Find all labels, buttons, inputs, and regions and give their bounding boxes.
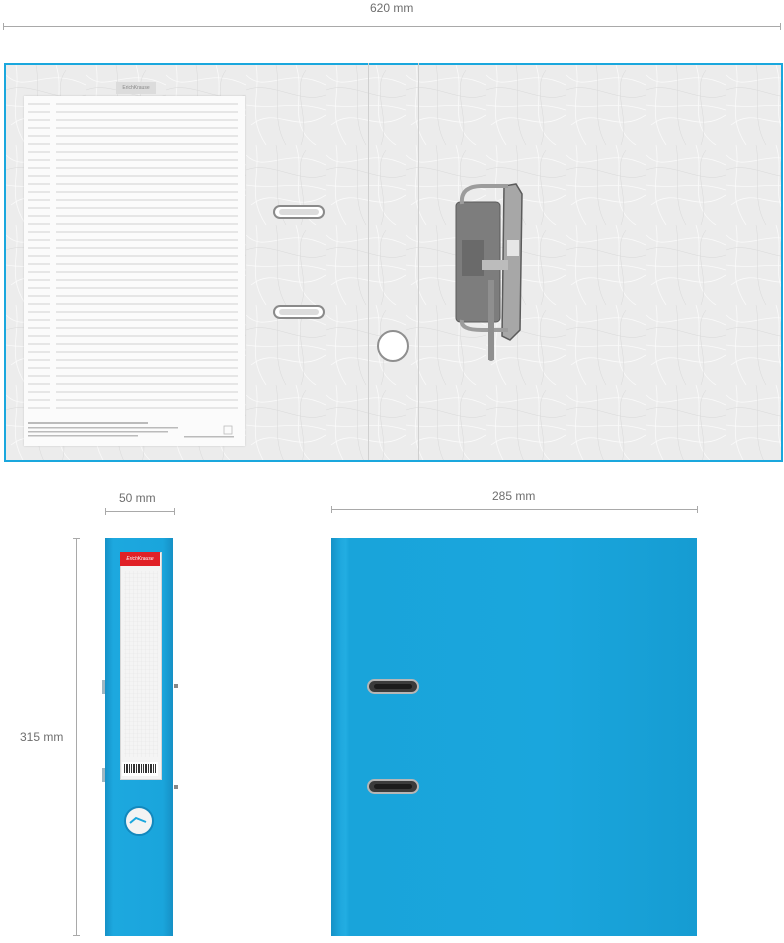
total-width-tick-left <box>3 23 4 30</box>
barcode-icon <box>122 762 158 776</box>
total-width-tick-right <box>780 23 781 30</box>
spine-edge-mark-1 <box>102 680 105 694</box>
spine-brand-logo <box>120 552 160 566</box>
height-tick-bottom <box>73 935 80 936</box>
fold-line-left <box>368 63 369 460</box>
spine-label-grid <box>121 553 161 779</box>
finger-hole-mark-icon <box>126 808 152 834</box>
brand-tab <box>116 82 156 94</box>
height-tick-top <box>73 538 80 539</box>
spine-finger-hole <box>124 806 154 836</box>
spine-edge-mark-2 <box>102 768 105 782</box>
spine-width-label: 50 mm <box>119 491 156 505</box>
brand-tab-text: ErichKrause <box>122 85 150 91</box>
spine-width-tick-left <box>105 508 106 515</box>
cover-width-line <box>331 509 698 510</box>
spine-width-line <box>105 511 175 512</box>
spine-rivet-top <box>174 684 178 688</box>
lever-arch-mechanism <box>452 180 532 370</box>
spine-width-tick-right <box>174 508 175 515</box>
cover-width-tick-right <box>697 506 698 513</box>
cover-hinge-strip <box>331 538 341 936</box>
spine-finger-hole-interior <box>377 330 409 362</box>
cover-ring-eyelets <box>366 677 422 797</box>
index-label-sheet <box>24 96 245 446</box>
height-line <box>76 538 77 936</box>
total-width-label: 620 mm <box>370 1 414 15</box>
height-label: 315 mm <box>20 730 64 744</box>
cover-width-tick-left <box>331 506 332 513</box>
spine-label-holder <box>120 552 162 780</box>
interior-ring-holes <box>270 200 330 330</box>
label-sheet-lines <box>24 96 245 446</box>
spine-rivet-bottom <box>174 785 178 789</box>
spine-brand-text: ErichKrause <box>126 556 154 562</box>
total-width-line <box>3 26 781 27</box>
fold-line-right <box>418 63 419 460</box>
cover-width-label: 285 mm <box>492 489 536 503</box>
